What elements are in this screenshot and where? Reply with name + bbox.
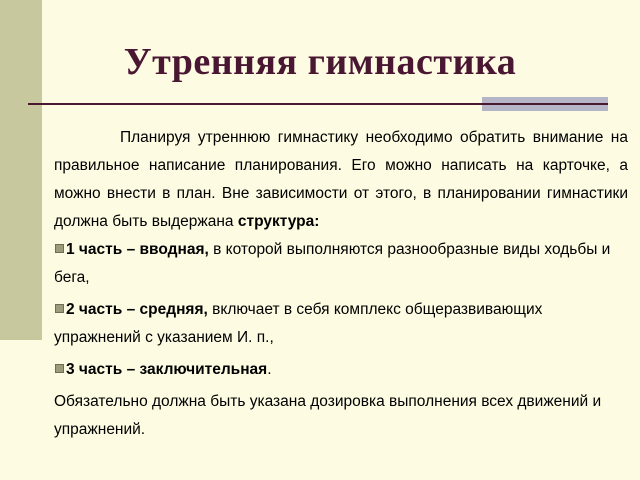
list-item-1: [54, 236, 628, 292]
intro-text: Планируя утреннюю гимнастику необходимо обратить внимание на правильное написание планирования. Его можно написать на карточке, а можно внести в план. Вне зависимости от этого, в планировании гимнастики должна быть выдержана: [54, 129, 628, 230]
list-item-3-text: .: [267, 361, 272, 378]
list-item-2-heading: 2 часть – средняя,: [66, 301, 208, 318]
list-item-3-heading: 3 часть – заключительная: [66, 361, 268, 378]
list-item-3: [54, 356, 628, 384]
list-item-2-text: включает в себя комплекс общеразвивающих упражнений с указанием И. п.,: [54, 301, 543, 346]
intro-paragraph: [54, 124, 628, 236]
square-bullet-icon: [55, 364, 64, 373]
intro-bold-term: структура:: [237, 213, 320, 230]
list-item-2: [54, 296, 628, 352]
title-divider-line: [28, 103, 608, 105]
square-bullet-icon: [55, 304, 64, 313]
slide-body: [54, 124, 628, 444]
slide-title: Утренняя гимнастика: [123, 41, 517, 83]
square-bullet-icon: [55, 244, 64, 253]
list-item-1-heading: 1 часть – вводная,: [66, 241, 209, 258]
closing-paragraph: Обязательно должна быть указана дозировка выполнения всех движений и упражнений.: [54, 393, 602, 438]
list-item-1-text: в которой выполняются разнообразные виды ходьбы и бега,: [54, 241, 611, 286]
